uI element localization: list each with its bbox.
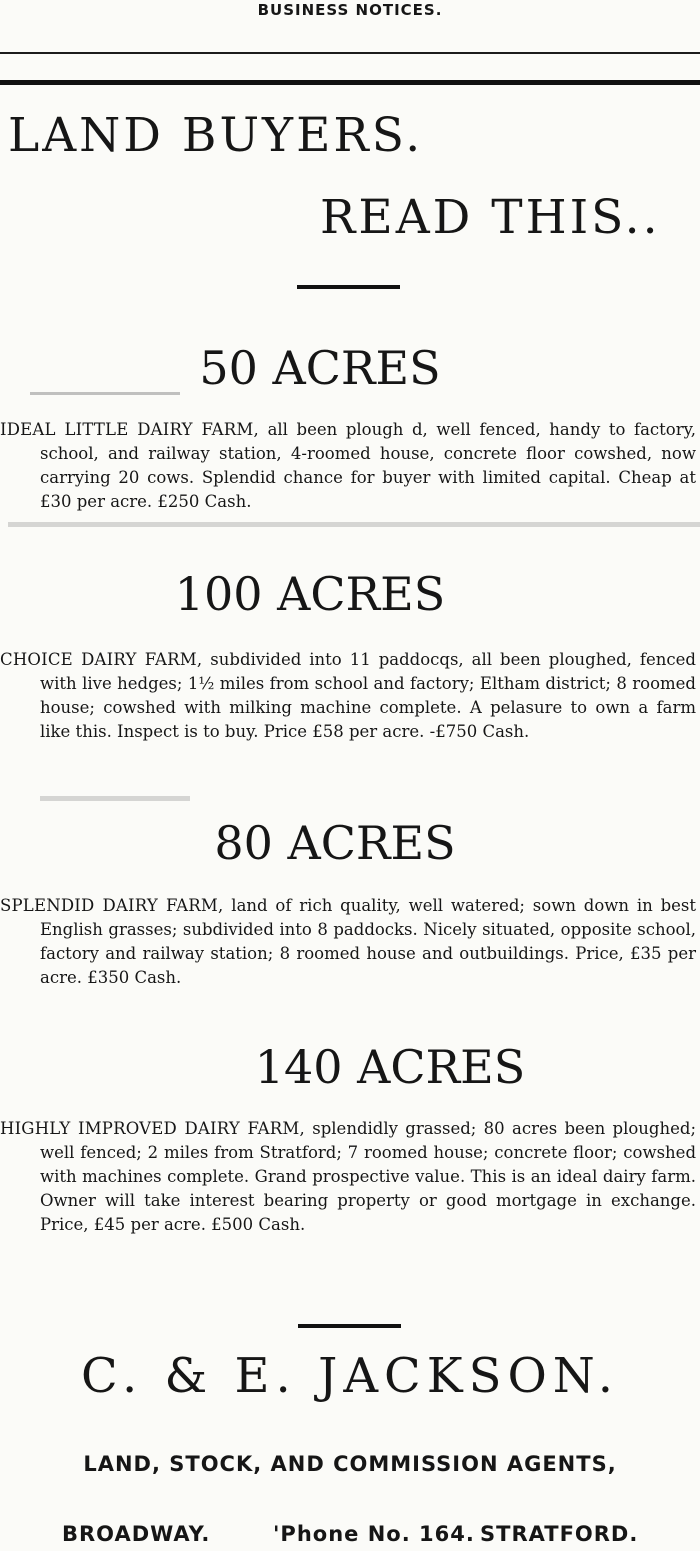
listing-lead: IDEAL LITTLE DAIRY FARM, bbox=[0, 420, 259, 439]
print-smudge bbox=[30, 392, 180, 395]
print-smudge bbox=[40, 796, 190, 801]
section-header: BUSINESS NOTICES. bbox=[257, 1, 443, 19]
listing-lead: CHOICE DAIRY FARM, bbox=[0, 650, 203, 669]
headline-land-buyers: LAND BUYERS. bbox=[8, 108, 424, 163]
divider-rule bbox=[297, 285, 400, 289]
listing-body: land of rich quality, well watered; sown down in best English grasses; subdivided into 8 paddocks. Nicely situated, opposite school, factory and railway station; 8 roomed house and outbuildings. Price, £35 per acre. £350 Cash. bbox=[40, 896, 697, 987]
divider-rule bbox=[298, 1324, 401, 1328]
listing-heading-80-acres: 80 ACRES bbox=[214, 816, 456, 870]
firm-location: BROADWAY. bbox=[62, 1522, 211, 1546]
listing-description bbox=[0, 418, 696, 514]
firm-tagline: LAND, STOCK, AND COMMISSION AGENTS, bbox=[83, 1452, 617, 1476]
listing-heading-100-acres: 100 ACRES bbox=[174, 567, 446, 621]
header-rule-thick bbox=[0, 80, 700, 85]
firm-town: STRATFORD. bbox=[480, 1522, 639, 1546]
listing-heading-140-acres: 140 ACRES bbox=[254, 1040, 526, 1094]
listing-body: splendidly grassed; 80 acres been ploughed; well fenced; 2 miles from Stratford; 7 roomed house; concrete floor; cowshed with machines complete. Grand prospective value. This is an ideal dairy farm. Owner will take interest bearing property or good mortgage in exchange. Price, £45 per acre. £500 Cash. bbox=[40, 1119, 696, 1234]
firm-phone: 'Phone No. 164. bbox=[273, 1522, 475, 1546]
listing-description bbox=[0, 1117, 696, 1237]
listing-lead: HIGHLY IMPROVED DAIRY FARM, bbox=[0, 1119, 305, 1138]
listing-description bbox=[0, 648, 696, 744]
listing-lead: SPLENDID DAIRY FARM, bbox=[0, 896, 224, 915]
headline-read-this: READ THIS.. bbox=[320, 190, 661, 245]
print-smudge bbox=[8, 522, 700, 527]
listing-description bbox=[0, 894, 696, 990]
header-rule-thin bbox=[0, 52, 700, 54]
firm-name: C. & E. JACKSON. bbox=[81, 1348, 619, 1404]
listing-body: subdivided into 11 paddocqs, all been ploughed, fenced with live hedges; 1½ miles from school and factory; Eltham district; 8 roomed house; cowshed with milking machine complete. A pelasure to own a farm like this. Inspect is to buy. Price £58 per acre. -£750 Cash. bbox=[40, 650, 696, 741]
listing-body: all been plough d, well fenced, handy to factory, school, and railway station, 4-roomed house, concrete floor cowshed, now carrying 20 cows. Splendid chance for buyer with limited capital. Cheap at £30 per acre. £250 Cash. bbox=[40, 420, 696, 511]
listing-heading-50-acres: 50 ACRES bbox=[199, 341, 441, 395]
